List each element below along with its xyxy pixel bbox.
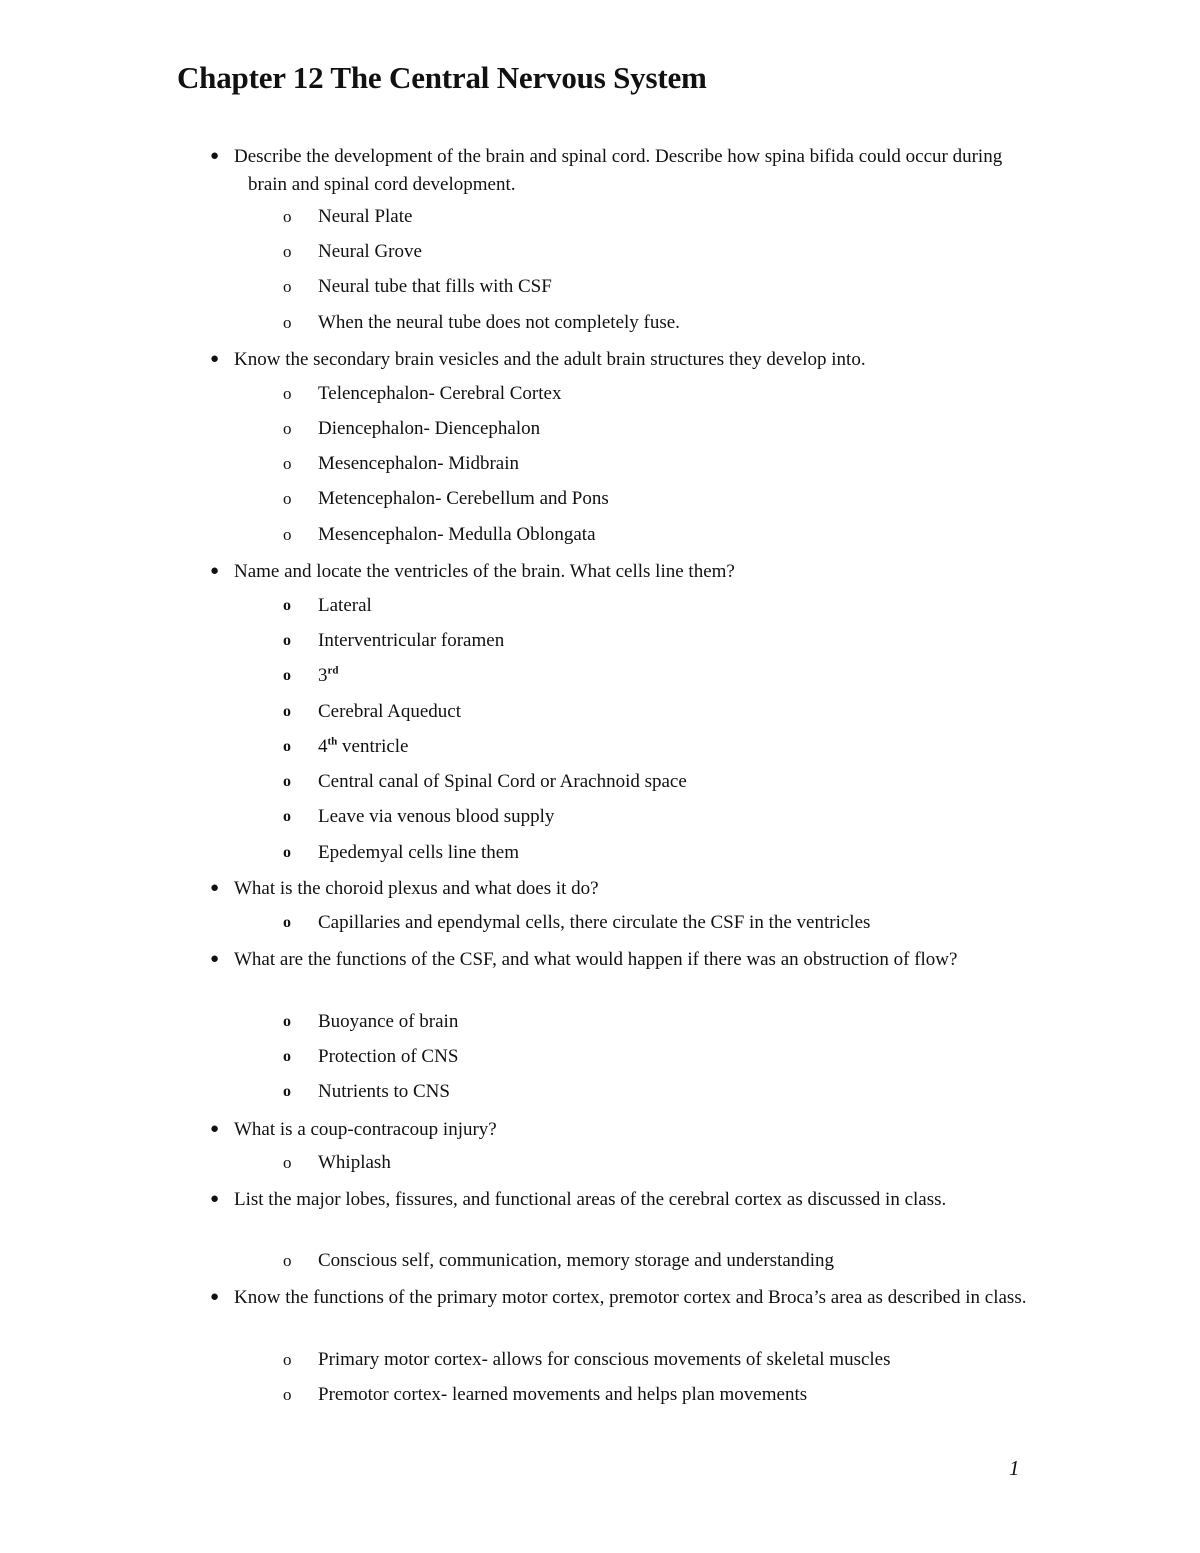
circle-bullet-icon: o [283, 773, 291, 790]
answer-text: 3rd [318, 664, 339, 686]
question-text: List the major lobes, fissures, and functional areas of the cerebral cortex as discussed in class. [234, 1189, 947, 1210]
answer-item [0, 697, 1200, 727]
answer-item [0, 802, 1200, 832]
circle-bullet-icon: o [283, 384, 292, 403]
circle-bullet-icon: o [283, 1251, 292, 1270]
question-text: Name and locate the ventricles of the brain. What cells line them? [234, 561, 735, 582]
answer-text: 4th ventricle [318, 735, 409, 757]
question-text: Know the secondary brain vesicles and the adult brain structures they develop into. [234, 349, 866, 370]
circle-bullet-icon: o [283, 207, 292, 226]
answer-text: Protection of CNS [318, 1046, 459, 1067]
circle-bullet-icon: o [283, 1350, 292, 1369]
circle-bullet-icon: o [283, 489, 292, 508]
answer-item [0, 626, 1200, 656]
bullet-icon: ● [210, 1289, 220, 1305]
answer-text: Neural Plate [318, 206, 413, 227]
answer-text: Lateral [318, 595, 372, 616]
page-title: Chapter 12 The Central Nervous System [177, 60, 707, 95]
answer-item [0, 449, 1200, 479]
question-text: What is the choroid plexus and what does it do? [234, 878, 599, 899]
circle-bullet-icon: o [283, 1385, 292, 1404]
question-text: What is a coup-contracoup injury? [234, 1119, 497, 1140]
page-number: 1 [1009, 1456, 1020, 1480]
answer-text: Interventricular foramen [318, 630, 505, 651]
answer-item [0, 237, 1200, 267]
answer-text: Metencephalon- Cerebellum and Pons [318, 488, 609, 509]
answer-item [0, 1246, 1200, 1276]
circle-bullet-icon: o [283, 808, 291, 825]
circle-bullet-icon: o [283, 242, 292, 261]
circle-bullet-icon: o [283, 419, 292, 438]
superscript: rd [327, 664, 339, 677]
circle-bullet-icon: o [283, 597, 291, 614]
answer-text: Diencephalon- Diencephalon [318, 418, 541, 439]
answer-item [0, 908, 1200, 938]
answer-text: Central canal of Spinal Cord or Arachnoid space [318, 771, 687, 792]
answer-text: When the neural tube does not completely fuse. [318, 312, 680, 333]
answer-item [0, 272, 1200, 302]
circle-bullet-icon: o [283, 844, 291, 861]
answer-text: Neural Grove [318, 241, 422, 262]
circle-bullet-icon: o [283, 1153, 292, 1172]
answer-text: Buoyance of brain [318, 1011, 459, 1032]
bullet-icon: ● [210, 880, 220, 896]
answer-item [0, 838, 1200, 868]
answer-text: Telencephalon- Cerebral Cortex [318, 383, 562, 404]
circle-bullet-icon: o [283, 277, 292, 296]
answer-text: Neural tube that fills with CSF [318, 276, 552, 297]
bullet-icon: ● [210, 1121, 220, 1137]
answer-item [0, 1148, 1200, 1178]
circle-bullet-icon: o [283, 454, 292, 473]
answer-item [0, 1007, 1200, 1037]
answer-text: Cerebral Aqueduct [318, 701, 461, 722]
bullet-icon: ● [210, 148, 220, 164]
answer-text: Leave via venous blood supply [318, 806, 555, 827]
answer-text: Premotor cortex- learned movements and helps plan movements [318, 1384, 808, 1405]
answer-item [0, 308, 1200, 338]
answer-text: Mesencephalon- Medulla Oblongata [318, 524, 596, 545]
circle-bullet-icon: o [283, 632, 291, 649]
superscript: th [327, 735, 338, 748]
answer-item [0, 484, 1200, 514]
answer-text: Capillaries and ependymal cells, there circulate the CSF in the ventricles [318, 912, 871, 933]
answer-item [0, 1380, 1200, 1410]
circle-bullet-icon: o [283, 703, 291, 720]
question-text: What are the functions of the CSF, and what would happen if there was an obstruction of flow? [234, 949, 958, 970]
answer-item [0, 520, 1200, 550]
answer-item [0, 1077, 1200, 1107]
answer-item [0, 661, 1200, 691]
answer-item [0, 202, 1200, 232]
answer-text: Nutrients to CNS [318, 1081, 450, 1102]
bullet-icon: ● [210, 1191, 220, 1207]
answer-text: Primary motor cortex- allows for conscious movements of skeletal muscles [318, 1349, 891, 1370]
question-text: Describe the development of the brain and spinal cord. Describe how spina bifida could occur during brain and spinal cord development. [234, 146, 1003, 195]
circle-bullet-icon: o [283, 1013, 291, 1030]
answer-text: Conscious self, communication, memory storage and understanding [318, 1250, 835, 1271]
answer-item [0, 414, 1200, 444]
answer-item [0, 732, 1200, 762]
circle-bullet-icon: o [283, 313, 292, 332]
circle-bullet-icon: o [283, 667, 291, 684]
answer-item [0, 591, 1200, 621]
circle-bullet-icon: o [283, 738, 291, 755]
answer-text: Mesencephalon- Midbrain [318, 453, 520, 474]
answer-item [0, 1042, 1200, 1072]
circle-bullet-icon: o [283, 525, 292, 544]
answer-item [0, 379, 1200, 409]
answer-text: Epedemyal cells line them [318, 842, 520, 863]
answer-text: Whiplash [318, 1152, 391, 1173]
circle-bullet-icon: o [283, 1083, 291, 1100]
answer-item [0, 1345, 1200, 1375]
bullet-icon: ● [210, 351, 220, 367]
bullet-icon: ● [210, 951, 220, 967]
answer-item [0, 767, 1200, 797]
bullet-icon: ● [210, 563, 220, 579]
question-text: Know the functions of the primary motor cortex, premotor cortex and Broca’s area as described in class. [234, 1287, 1027, 1308]
circle-bullet-icon: o [283, 1048, 291, 1065]
circle-bullet-icon: o [283, 914, 291, 931]
